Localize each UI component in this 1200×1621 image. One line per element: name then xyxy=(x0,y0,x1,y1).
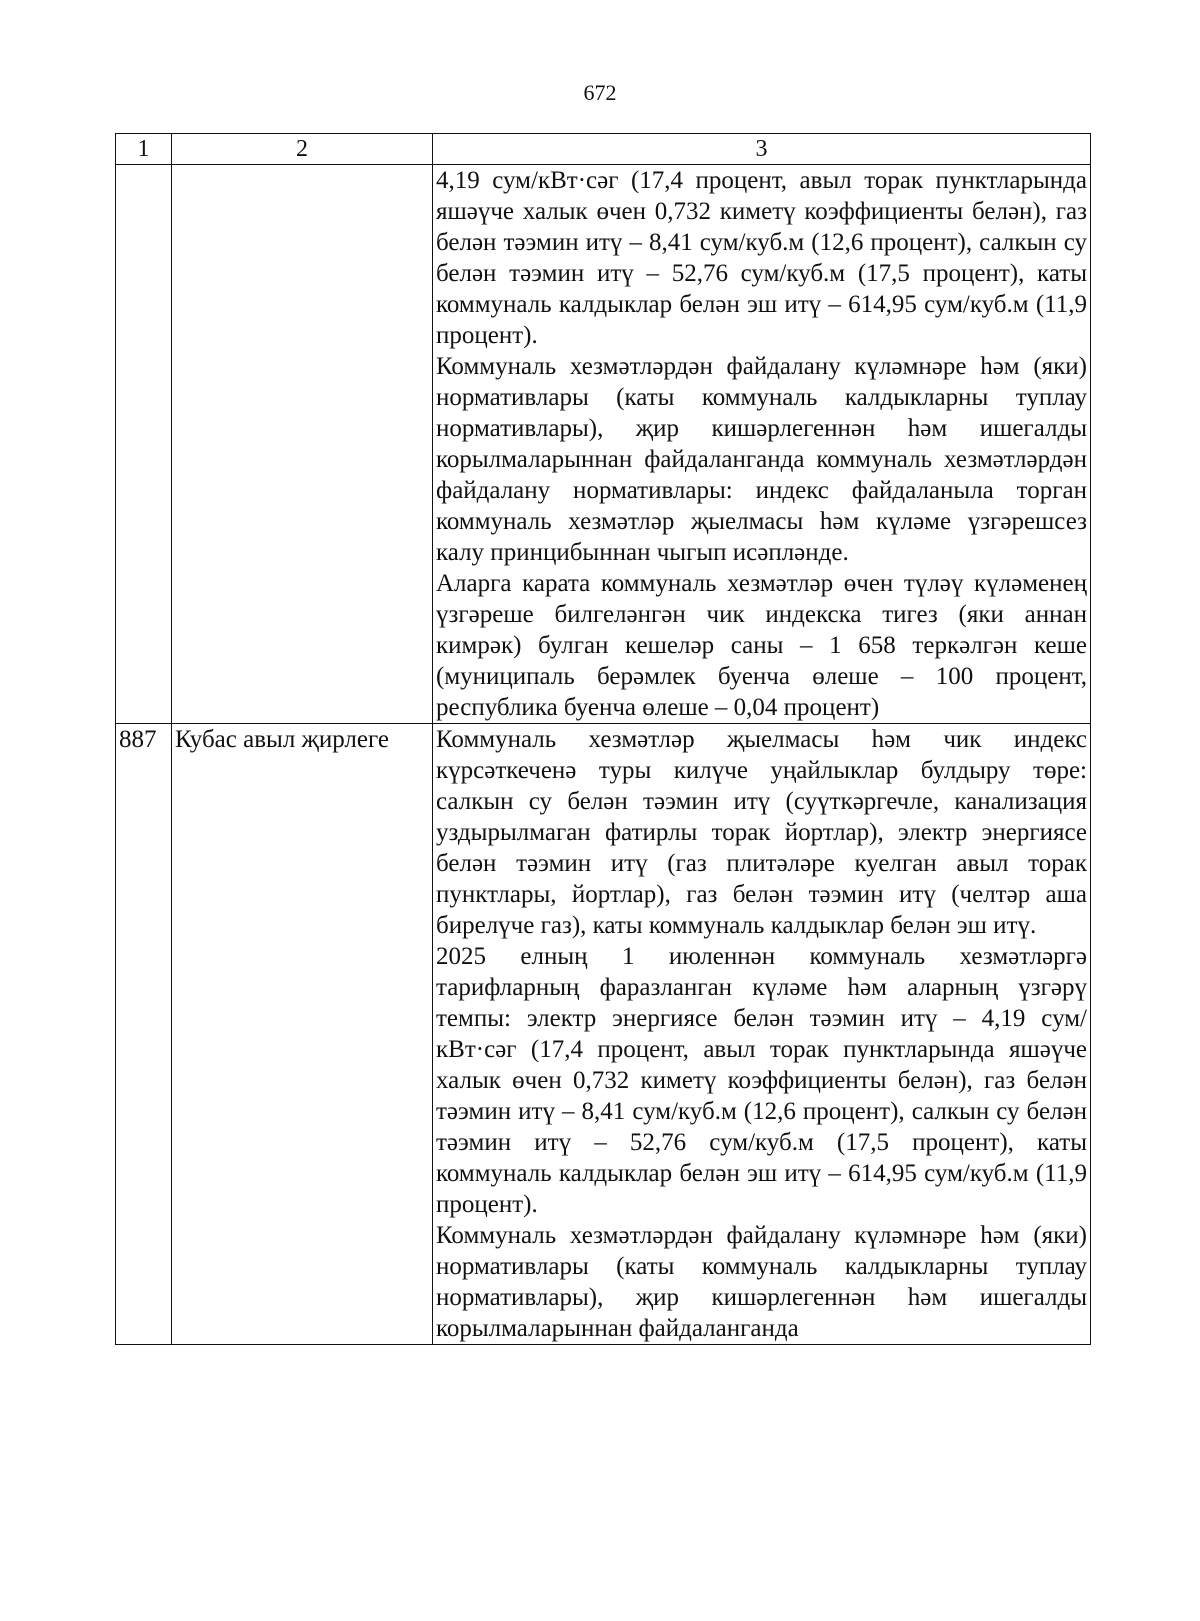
row-description xyxy=(433,724,1091,1345)
column-header-number: 1 xyxy=(116,134,172,165)
table-header-row xyxy=(116,134,1091,165)
column-header-text: 3 xyxy=(433,134,1091,165)
row-number: 887 xyxy=(116,724,172,1345)
description-paragraph: 2025 елның 1 июленнән коммуналь хезмәтләргә тарифларның фаразланган күләме һәм аларның үзгәрү темпы: электр энергиясе белән тәэмин итү – 4,19 сум/кВт·сәг (17,4 процент, авыл торак пунктларында яшәүче халык өчен 0,732 киметү коэффициенты белән), газ белән тәэмин итү – 8,41 сум/куб.м (12,6 процент), салкын су белән тәэмин итү – 52,76 сум/куб.м (17,5 процент), каты коммуналь калдыклар белән эш итү – 614,95 сум/куб.м (11,9 процент). xyxy=(436,943,1087,1218)
description-paragraph: Коммуналь хезмәтләр җыелмасы һәм чик индекс күрсәткеченә туры килүче уңайлыклар булдыру төре: салкын су белән тәэмин итү (суүткәргечле, канализация уздырылмаган фатирлы торак йортлар), электр энергиясе белән тәэмин итү (газ плитәләре куелган авыл торак пунктлары, йортлар), газ белән тәэмин итү (челтәр аша бирелүче газ), каты коммуналь калдыклар белән эш итү. xyxy=(436,726,1087,939)
row-number xyxy=(116,165,172,724)
description-paragraph: Коммуналь хезмәтләрдән файдалану күләмнәре һәм (яки) нормативлары (каты коммуналь калдыкларны туплау нормативлары), җир кишәрлегеннән һәм ишегалды корылмаларыннан файдаланганда xyxy=(436,1222,1087,1342)
page-number: 672 xyxy=(583,80,617,105)
row-settlement-name xyxy=(172,165,433,724)
table-row xyxy=(116,165,1091,724)
table-row xyxy=(116,724,1091,1345)
row-description xyxy=(433,165,1091,724)
column-header-name: 2 xyxy=(172,134,433,165)
description-paragraph: 4,19 сум/кВт·сәг (17,4 процент, авыл торак пунктларында яшәүче халык өчен 0,732 киметү коэффициенты белән), газ белән тәэмин итү – 8,41 сум/куб.м (12,6 процент), салкын су белән тәэмин итү – 52,76 сум/куб.м (17,5 процент), каты коммуналь калдыклар белән эш итү – 614,95 сум/куб.м (11,9 процент). xyxy=(436,167,1087,349)
description-paragraph: Аларга карата коммуналь хезмәтләр өчен түләү күләменең үзгәреше билгеләнгән чик индекска тигез (яки аннан кимрәк) булган кешеләр саны – 1 658 теркәлгән кеше (муниципаль берәмлек буенча өлеше – 100 процент, республика буенча өлеше – 0,04 процент) xyxy=(436,570,1087,721)
row-settlement-name: Кубас авыл җирлеге xyxy=(172,724,433,1345)
document-table xyxy=(115,133,1091,1345)
description-paragraph: Коммуналь хезмәтләрдән файдалану күләмнәре һәм (яки) нормативлары (каты коммуналь калдыкларны туплау нормативлары), җир кишәрлегеннән һәм ишегалды корылмаларыннан файдаланганда коммуналь хезмәтләрдән файдалану нормативлары: индекс файдаланыла торган коммуналь хезмәтләр җыелмасы һәм күләме үзгәрешсез калу принцибыннан чыгып исәпләнде. xyxy=(436,353,1087,566)
